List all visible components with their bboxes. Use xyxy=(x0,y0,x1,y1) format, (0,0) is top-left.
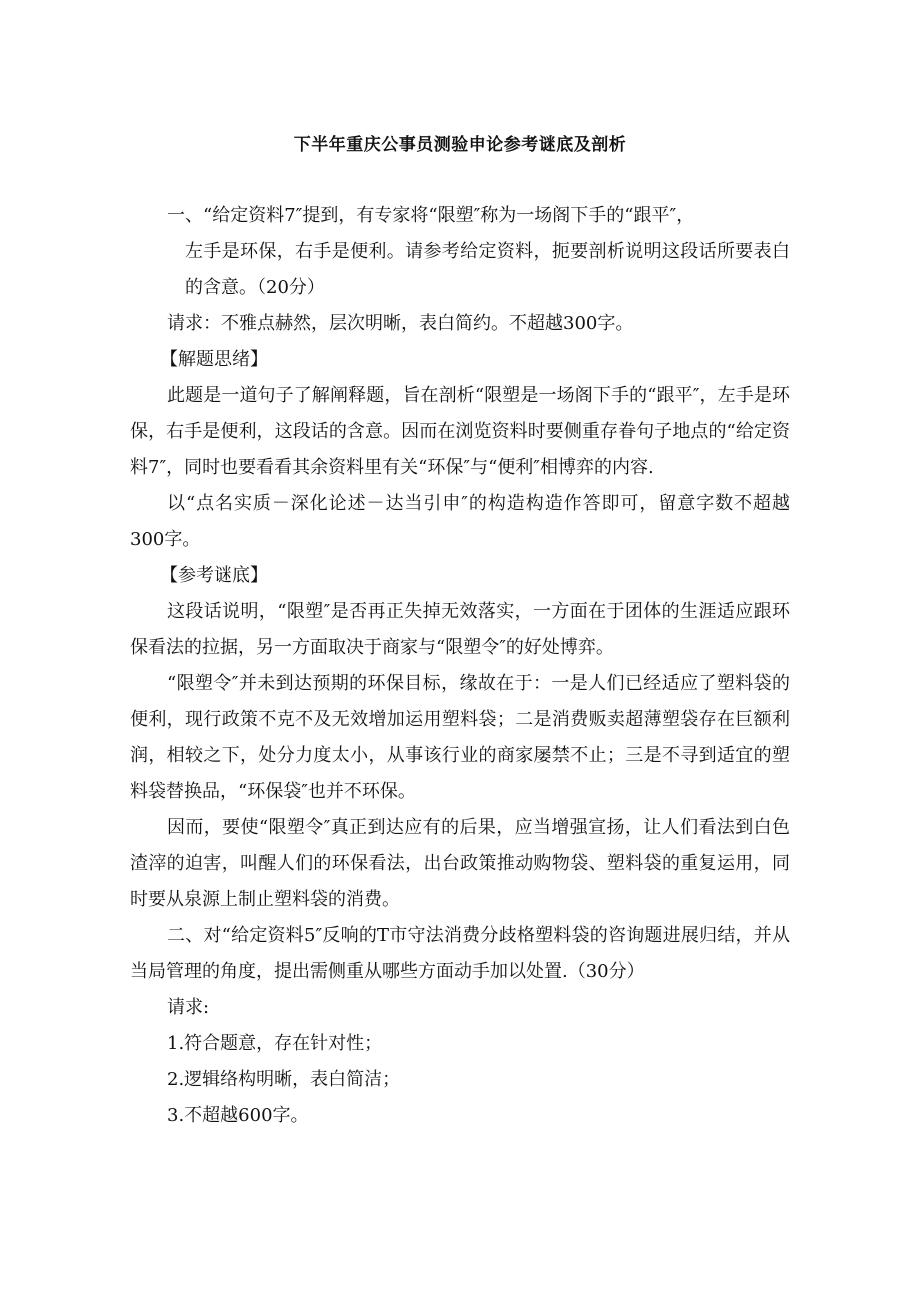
question-1-requirement: 请求：不雅点赫然，层次明晰，表白简约。不超越300字。 xyxy=(167,313,634,334)
requirement-item-2: 2.逻辑络构明晰，表白简洁； xyxy=(167,1069,401,1090)
requirement-item-1: 1.符合题意，存在针对性； xyxy=(167,1033,383,1054)
document-body xyxy=(130,198,790,1134)
question-2-requirement-label: 请求: xyxy=(167,997,210,1018)
answer-paragraph-2: “限塑令″并未到达预期的环保目标，缘故在于：一是人们已经适应了塑料袋的便利，现行政策不克不及无效增加运用塑料袋；二是消费贩卖超薄塑袋存在巨额利润，相较之下，处分力度太小，从事该行业的商家屡禁不止；三是不寻到适宜的塑料袋替换品，“环保袋″也并不环保。 xyxy=(130,673,790,802)
question-2: 二、对“给定资料5″反响的T市守法消费分歧格塑料袋的咨询题进展归结，并从当局管理的角度，提出需侧重从哪些方面动手加以处置.（30分） xyxy=(130,925,790,982)
heading-thinking: 【解题思绪】 xyxy=(160,349,268,370)
thinking-paragraph-2: 以“点名实质－深化论述－达当引申″的构造构造作答即可，留意字数不超越300字。 xyxy=(130,493,790,550)
thinking-paragraph-1: 此题是一道句子了解阐释题，旨在剖析“限塑是一场阁下手的“跟平″，左手是环保，右手是便利，这段话的含意。因而在浏览资料时要侧重存眷句子地点的“给定资料7″，同时也要看看其余资料里有关“环保″与“便利″相博弈的内容. xyxy=(130,385,790,478)
answer-paragraph-3: 因而，要使“限塑令″真正到达应有的后果，应当增强宣扬，让人们看法到白色渣滓的迫害，叫醒人们的环保看法，出台政策推动购物袋、塑料袋的重复运用，同时要从泉源上制止塑料袋的消费。 xyxy=(130,817,790,910)
heading-answer: 【参考谜底】 xyxy=(160,565,268,586)
question-1-line-2: 左手是环保，右手是便利。请参考给定资料，扼要剖析说明这段话所要表白的含意。（20分） xyxy=(185,241,790,298)
answer-paragraph-1: 这段话说明，“限塑″是否再正失掉无效落实，一方面在于团体的生涯适应跟环保看法的拉据，另一方面取决于商家与“限塑令″的好处博弈。 xyxy=(130,601,790,658)
question-1-line-1: 一、“给定资料7″提到，有专家将“限塑″称为一场阁下手的“跟平″， xyxy=(167,205,695,226)
document-title: 下半年重庆公事员测验申论参考谜底及剖析 xyxy=(293,135,627,155)
requirement-item-3: 3.不超越600字。 xyxy=(167,1105,309,1126)
